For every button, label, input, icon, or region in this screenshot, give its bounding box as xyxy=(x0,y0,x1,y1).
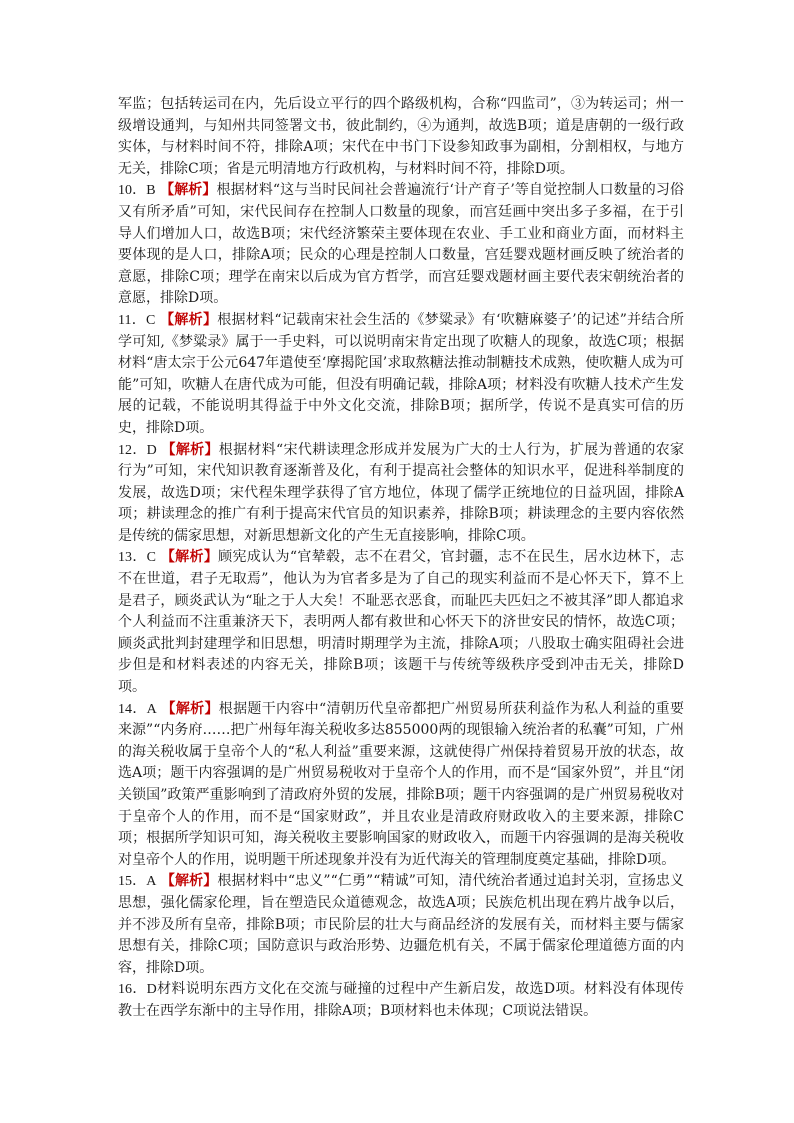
analysis-tag: 【解析】 xyxy=(160,182,217,199)
answer-number: 13．C xyxy=(118,550,157,566)
answer-text: 材料说明东西方文化在交流与碰撞的过程中产生新启发，故选D项。材料没有体现传教士在西学东渐中的主导作用，排除A项；B项材料也未体现；C项说法错误。 xyxy=(118,981,684,1019)
answer-number: 12．D xyxy=(118,442,157,458)
answer-number: 15．A xyxy=(118,874,157,890)
answer-number: 11．C xyxy=(118,312,156,328)
answer-number: 16．D xyxy=(118,982,157,998)
answer-list xyxy=(118,180,684,1022)
answer-text: 根据材料中“忠义”“仁勇”“精诚”可知，清代统治者通过追封关羽，宣扬忠义思想，强化儒家伦理，旨在塑造民众道德观念，故选A项；民族危机出现在鸦片战争以后，并不涉及所有皇帝，排除B项；市民阶层的壮大与商品经济的发展有关，而材料主要与儒家思想有关，排除C项；国防意识与政治形势、边疆危机有关，不属于儒家伦理道德方面的内容，排除D项。 xyxy=(118,873,684,976)
answer-item xyxy=(118,310,684,440)
answer-item xyxy=(118,699,684,872)
analysis-tag: 【解析】 xyxy=(160,549,219,566)
answer-item xyxy=(118,871,684,979)
answer-item xyxy=(118,979,684,1022)
analysis-tag: 【解析】 xyxy=(160,311,218,328)
answer-text: 顾宪成认为“官辇毂，志不在君父，官封疆，志不在民生，居水边林下，志不在世道，君子无取焉”，他认为为官者多是为了自己的现实利益而不是心怀天下，算不上是君子，顾炎武认为“耻之于人大矣！不耻恶衣恶食，而耻匹夫匹妇之不被其泽”即人都追求个人利益而不注重兼济天下，表明两人都有救世和心怀天下的济世安民的情怀，故选C项；顾炎武批判封建理学和旧思想，明清时期理学为主流，排除A项；八股取士确实阻碍社会进步但是和材料表述的内容无关，排除B项；该题干与传统等级秩序受到冲击无关，排除D项。 xyxy=(118,549,685,696)
analysis-tag: 【解析】 xyxy=(161,441,219,458)
answer-text: 根据材料“记载南宋社会生活的《梦粱录》有‘吹糖麻婆子’的记述”并结合所学可知,《梦粱录》属于一手史料，可以说明南宋肯定出现了吹糖人的现象，故选C项；根据材料“唐太宗于公元647年遣使至‘摩揭陀国’求取熬糖法推动制糖技术成熟，使吹糖人成为可能”可知，吹糖人在唐代成为可能，但没有明确记载，排除A项；材料没有吹糖人技术产生发展的记载，不能说明其得益于中外文化交流，排除B项；据所学，传说不是真实可信的历史，排除D项。 xyxy=(118,311,684,436)
answer-item xyxy=(118,180,684,310)
answer-text: 根据题干内容中“清朝历代皇帝都把广州贸易所获利益作为私人利益的重要来源”“内务府……把广州每年海关税收多达855000两的现银输入统治者的私囊”可知，广州的海关税收属于皇帝个人的“私人利益”重要来源，这就使得广州保持着贸易开放的状态，故选A项；题干内容强调的是广州贸易税收对于皇帝个人的作用，而不是“国家外贸”，并且“闭关锁国”政策严重影响到了清政府外贸的发展，排除B项；题干内容强调的是广州贸易税收对于皇帝个人的作用，而不是“国家财政”，并且农业是清政府财政收入的主要来源，排除C项；根据所学知识可知，海关税收主要影响国家的财政收入，而题干内容强调的是海关税收对皇帝个人的作用，说明题干所述现象并没有为近代海关的管理制度奠定基础，排除D项。 xyxy=(118,700,685,868)
answer-text: 根据材料“这与当时民间社会普遍流行‘计产育子’等自觉控制人口数量的习俗又有所矛盾”可知，宋代民间存在控制人口数量的现象，而宫廷画中突出多子多福，在于引导人们增加人口，故选B项；宋代经济繁荣主要体现在农业、手工业和商业方面，而材料主要体现的是人口，排除A项；民众的心理是控制人口数量，宫廷婴戏题材画反映了统治者的意愿，排除C项；理学在南宋以后成为官方哲学，而宫廷婴戏题材画主要代表宋朝统治者的意愿，排除D项。 xyxy=(118,182,685,307)
answer-item xyxy=(118,440,684,548)
answer-number: 14．A xyxy=(118,701,157,717)
analysis-tag: 【解析】 xyxy=(160,873,218,890)
answer-item xyxy=(118,547,684,698)
answer-text: 根据材料“宋代耕读理念形成并发展为广大的士人行为，扩展为普通的农家行为”可知，宋代知识教育逐渐普及化，有利于提高社会整体的知识水平，促进科举制度的发展，故选D项；宋代程朱理学获得了官方地位，体现了儒学正统地位的日益巩固，排除A项；耕读理念的推广有利于提高宋代官员的知识素养，排除B项；耕读理念的主要内容依然是传统的儒家思想，对新思想新文化的产生无直接影响，排除C项。 xyxy=(118,441,685,544)
answer-document xyxy=(118,94,684,1023)
intro-paragraph: 军监；包括转运司在内，先后设立平行的四个路级机构，合称“四监司”，③为转运司；州一级增设通判，与知州共同签署文书，彼此制约，④为通判，故选B项；道是唐朝的一级行政实体，与材料时间不符，排除A项；宋代在中书门下设参知政事为副相，分割相权，与地方无关，排除C项；省是元明清地方行政机构，与材料时间不符，排除D项。 xyxy=(118,96,684,177)
analysis-tag: 【解析】 xyxy=(161,700,219,717)
answer-number: 10．B xyxy=(118,183,156,199)
